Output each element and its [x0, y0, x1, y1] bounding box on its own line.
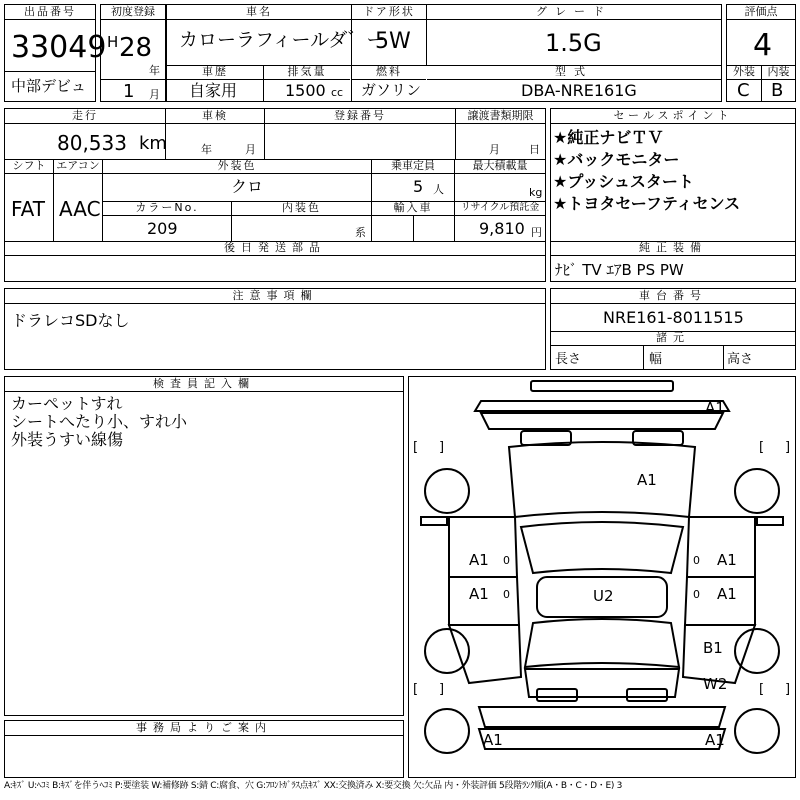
vehicle-details-box: [4, 108, 546, 282]
bracket-left: [: [413, 440, 419, 455]
displacement-unit: cc: [331, 86, 344, 99]
length-label: 長さ: [555, 352, 582, 367]
car-outline-svg: [409, 377, 795, 777]
damage-mark-right-rear-fender: B1: [703, 639, 723, 657]
caution-box: [4, 288, 546, 370]
selling-points-box: [550, 108, 796, 282]
history-label: 車歴: [167, 65, 263, 80]
genuine-equipment-label: 純正装備: [551, 241, 795, 256]
year-unit: 年: [149, 64, 160, 77]
chassis-box: [550, 288, 796, 370]
transfer-deadline-label: 譲渡書類期限: [456, 109, 545, 124]
interior-color-unit: 系: [355, 226, 366, 239]
color-number-label: カラーNo.: [103, 201, 231, 216]
displacement-label: 排気量: [264, 65, 350, 80]
color-number: 209: [147, 219, 178, 238]
history: 自家用: [189, 81, 238, 100]
chassis-number: NRE161-8011515: [603, 308, 744, 327]
capacity-unit: 人: [433, 183, 444, 196]
shift-label: シフト: [5, 159, 53, 174]
height-label: 高さ: [727, 352, 754, 367]
grade-label: グレード: [427, 5, 721, 20]
selling-points-label: セールスポイント: [551, 109, 795, 124]
bracket-left: [: [759, 682, 765, 697]
inspector-box: [4, 376, 404, 716]
bracket-left: [: [759, 440, 765, 455]
score-label: 評価点: [727, 5, 795, 20]
mileage-label: 走行: [5, 109, 165, 124]
width-label: 幅: [649, 352, 663, 367]
damage-mark-front: A1: [705, 399, 725, 417]
capacity-label: 乗車定員: [372, 159, 454, 174]
mileage-unit: km: [139, 133, 167, 154]
zero-mark: 0: [503, 554, 510, 567]
office-label: 事務局よりご案内: [5, 721, 403, 736]
model-label: 型式: [427, 65, 721, 80]
shift: FAT: [11, 197, 46, 221]
fuel: ガソリン: [361, 81, 422, 99]
damage-mark-right-front-door: A1: [717, 551, 737, 569]
month-unit: 月: [149, 88, 160, 101]
model-code: DBA-NRE161G: [521, 81, 637, 100]
transfer-month-unit: 月: [489, 143, 500, 156]
bracket-left: [: [413, 682, 419, 697]
later-parts-label: 後日発送部品: [5, 241, 545, 256]
exterior-color: クロ: [231, 177, 264, 196]
specs-label: 諸元: [551, 331, 795, 346]
door-type: 5W: [375, 29, 411, 54]
zero-mark: 0: [693, 554, 700, 567]
bracket-right: ]: [439, 440, 445, 455]
registration-year: 28: [119, 33, 153, 63]
car-name-label: 車名: [167, 5, 351, 20]
lot-number: 33049: [11, 30, 107, 65]
damage-mark-roof: U2: [593, 587, 614, 605]
exterior-score-label: 外装: [727, 65, 761, 80]
car-diagram: [408, 376, 796, 778]
displacement: 1500: [285, 81, 326, 100]
first-registration-box: [100, 4, 166, 102]
exterior-color-label: 外装色: [103, 159, 371, 174]
lot-number-box: [4, 4, 107, 102]
ac-label: エアコン: [54, 159, 102, 174]
selling-point: ★純正ナビＴＶ: [553, 128, 664, 147]
caution-text: ドラレコSDなし: [11, 311, 130, 330]
grade: 1.5G: [545, 29, 602, 57]
zero-mark: 0: [693, 588, 700, 601]
damage-mark-hood: A1: [637, 471, 657, 489]
selling-point: ★トヨタセーフティセンス: [553, 194, 741, 213]
recycle-unit: 円: [531, 226, 542, 239]
inspector-notes: [11, 395, 187, 449]
inspection-label: 車検: [166, 109, 264, 124]
office-box: [4, 720, 404, 778]
damage-mark-right-rear-corner: W2: [703, 675, 728, 693]
selling-point: ★バックモニター: [553, 150, 680, 169]
inspection-year-unit: 年: [201, 143, 212, 156]
overall-score: 4: [753, 28, 773, 63]
damage-mark-right-rear-door: A1: [717, 585, 737, 603]
transfer-day-unit: 日: [529, 143, 540, 156]
zero-mark: 0: [503, 588, 510, 601]
registration-label: 登録番号: [265, 109, 455, 124]
vehicle-info-box: [166, 4, 722, 102]
inspector-label: 検査員記入欄: [5, 377, 403, 392]
recycle-fee-label: リサイクル預託金: [455, 201, 545, 216]
lot-number-label: 出品番号: [5, 5, 95, 20]
caution-label: 注意事項欄: [5, 289, 545, 304]
bracket-right: ]: [785, 440, 791, 455]
interior-score: B: [771, 80, 784, 101]
seating-capacity: 5: [413, 177, 424, 196]
chassis-label: 車台番号: [551, 289, 795, 304]
import-label: 輸入車: [372, 201, 454, 216]
fuel-label: 燃料: [352, 65, 426, 80]
air-conditioner: AAC: [59, 197, 101, 221]
registration-month: 1: [123, 81, 135, 102]
load-unit: kg: [529, 186, 543, 199]
damage-mark-rear-right: A1: [705, 731, 725, 749]
door-label: ドア形状: [352, 5, 426, 20]
damage-mark-left-front-door: A1: [469, 551, 489, 569]
debut-label: 中部デビュ: [11, 77, 87, 95]
inspection-month-unit: 月: [245, 143, 256, 156]
recycle-fee: 9,810: [479, 219, 525, 238]
legend-text: A:ｷｽﾞ U:ﾍｺﾐ B:ｷｽﾞを伴うﾍｺﾐ P:要塗装 W:補修跡 S:錆 C:腐食、穴 G:ﾌﾛﾝﾄｶﾞﾗｽ点ｷｽﾞ XX:交換済み X:要交換 欠:欠品 内・外装評価 5段階ﾗﾝｸ順(A・B・C・D・E) 3: [4, 781, 623, 791]
selling-point: ★プッシュスタート: [553, 172, 694, 191]
interior-color-label: 内装色: [232, 201, 371, 216]
score-box: [726, 4, 796, 102]
damage-mark-rear-left: A1: [483, 731, 503, 749]
era: H: [107, 33, 119, 51]
bracket-right: ]: [785, 682, 791, 697]
damage-mark-left-rear-door: A1: [469, 585, 489, 603]
first-registration-label: 初度登録: [101, 5, 165, 20]
interior-score-label: 内装: [762, 65, 795, 80]
inspector-note: シートへたり小、すれ小: [11, 412, 188, 431]
inspector-note: 外装うすい線傷: [11, 430, 124, 449]
max-load-label: 最大積載量: [455, 159, 545, 174]
mileage: 80,533: [57, 131, 127, 155]
inspector-note: カーペットすれ: [11, 394, 123, 413]
bracket-right: ]: [439, 682, 445, 697]
genuine-equipment: ﾅﾋﾞ TV ｴｱB PS PW: [555, 261, 684, 279]
exterior-score: C: [737, 80, 750, 101]
selling-points-list: [553, 127, 740, 215]
car-name: カローラフィールダ゛ー: [179, 29, 386, 51]
